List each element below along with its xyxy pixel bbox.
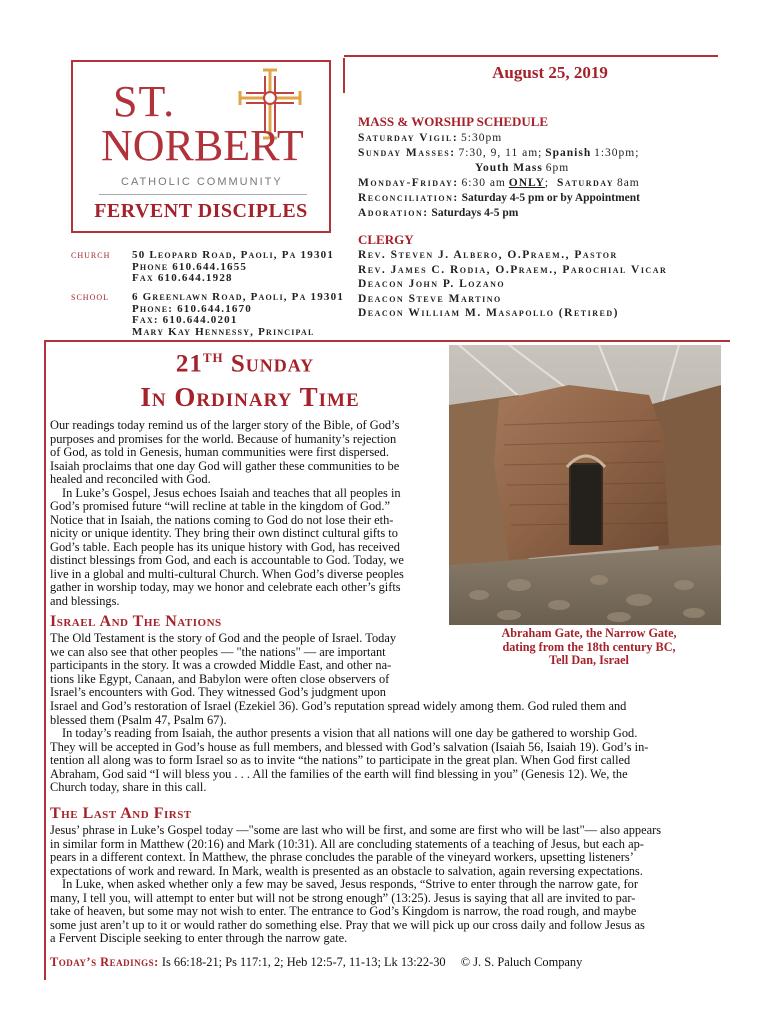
church-address: 50 Leopard Road, Paoli, Pa 19301 — [132, 249, 335, 261]
text-line: gather in worship today, may we honor and celebrate each other’s gifts — [50, 580, 401, 594]
logo-tagline: FERVENT DISCIPLES — [94, 200, 308, 222]
text-line: and blessings. — [50, 593, 120, 608]
text-line: Church today, share in this call. — [50, 780, 207, 794]
reconciliation-label: Reconciliation: — [358, 192, 459, 204]
text-line: Abraham, God said “I will bless you . . . All the families of the earth will find blessing in you” (Genesis 12). We, the — [50, 766, 628, 781]
text-line: Our readings today remind us of the larger story of the Bible, of God’s — [50, 418, 400, 432]
schedule-weekday: Monday-Friday: 6:30 am ONLY; Saturday 8am — [358, 177, 640, 189]
church-fax: Fax 610.644.1928 — [132, 272, 233, 284]
text-line: The Old Testament is the story of God and the people of Israel. Today — [50, 631, 397, 645]
section-heading-israel: Israel And The Nations — [50, 613, 222, 630]
text-line: take of heaven, but some may not wish to enter. The entrance to God’s Kingdom is narrow, the road rough, and maybe — [50, 904, 637, 918]
text-line: Israel’s encounters with God. They witnessed God’s judgment upon — [50, 685, 386, 699]
title-suffix: TH — [202, 350, 224, 365]
church-label: church — [71, 249, 111, 261]
text-line: In Luke’s Gospel, Jesus echoes Isaiah and teaches that all peoples in — [62, 485, 401, 500]
title-word: Sunday — [230, 350, 315, 378]
section-heading-last-first: The Last And First — [50, 805, 192, 822]
vigil-time: 5:30pm — [461, 132, 503, 144]
saturday-time: 8am — [616, 177, 640, 189]
school-address: 6 Greenlawn Road, Paoli, Pa 19301 — [132, 291, 345, 303]
spanish-time: 1:30pm; — [594, 147, 640, 159]
photo-caption — [470, 627, 708, 668]
text-line: purposes and promises for the world. Because of humanity’s rejection — [50, 431, 397, 446]
text-line: a Fervent Disciple seeking to enter through the narrow gate. — [50, 931, 348, 945]
reconciliation-value: Saturday 4-5 pm or by Appointment — [461, 192, 640, 204]
adoration-label: Adoration: — [358, 207, 429, 219]
text-line: expectations of work and reward. In Mark, wealth is presented as an obstacle to salvation, again reversing expectations. — [50, 863, 643, 878]
clergy-member: Deacon John P. Lozano — [358, 278, 506, 290]
logo-divider — [99, 194, 307, 195]
clergy-member: Rev. James C. Rodia, O.Praem., Parochial Vicar — [358, 263, 668, 276]
parish-logo — [71, 60, 331, 233]
text-line: blessed them (Psalm 47, Psalm 67). — [50, 712, 227, 727]
schedule-adoration — [358, 207, 518, 219]
title-number: 21 — [175, 350, 203, 378]
clergy-member: Deacon Steve Martino — [358, 292, 502, 305]
article-title-line1 — [95, 350, 395, 378]
vigil-label: Saturday Vigil: — [358, 132, 459, 144]
text-line: Jesus’ phrase in Luke’s Gospel today —"some are last who will be first, and some are first who will be last"— also appears — [50, 823, 662, 837]
text-line: in similar form in Matthew (20:16) and Mark (10:31). All are concluding statements of a teaching of Jesus, but each ap- — [50, 836, 644, 851]
sunday-label: Sunday Masses: — [358, 147, 456, 159]
weekday-label: Monday-Friday: — [358, 177, 459, 189]
date-box-top-rule — [344, 55, 718, 57]
text-line: Notice that in Isaiah, the nations coming to God do not lose their eth- — [50, 512, 394, 527]
text-line: live in a global and multi-cultural Church. When God’s diverse peoples — [50, 566, 404, 581]
intro-paragraph — [50, 419, 448, 608]
text-line: tions like Egypt, Canaan, and Babylon were often close observers of — [50, 671, 390, 686]
spanish-label: Spanish — [545, 147, 592, 159]
school-phone: Phone: 610.644.1670 — [132, 302, 252, 315]
abraham-gate-photo — [449, 345, 721, 625]
logo-norbert: NORBERT — [101, 121, 304, 170]
schedule-youth — [475, 162, 569, 174]
youth-label: Youth Mass — [475, 162, 543, 174]
section-israel-body — [50, 700, 725, 795]
text-line: nicity or unique identity. They bring their own distinct cultural gifts to — [50, 526, 398, 540]
text-line: tention all along was to form Israel so as to invite “the nations” to participate in the great plan. When God first called — [50, 753, 631, 767]
text-line: In today’s reading from Isaiah, the author presents a vision that all nations will one day be gathered to worship God. — [62, 726, 638, 740]
text-line: pears in a different context. In Matthew, the phrase concludes the parable of the vineyard workers, upsetting listeners’ — [50, 850, 634, 864]
clergy-member: Rev. Steven J. Albero, O.Praem., Pastor — [358, 249, 618, 261]
text-line: In Luke, when asked whether only a few may be saved, Jesus responds, “Strive to enter through the narrow gate, for — [62, 877, 638, 891]
readings-label: Today’s Readings: — [50, 955, 159, 969]
text-line: we can also see that other peoples — "the nations" — are important — [50, 644, 386, 659]
bulletin-date: August 25, 2019 — [492, 63, 608, 82]
copyright: © J. S. Paluch Company — [460, 955, 583, 969]
text-line: Israel and God’s restoration of Israel (Ezekiel 36). God’s reputation spread widely among them. God ruled them and — [50, 699, 627, 713]
clergy-heading: CLERGY — [358, 232, 414, 247]
text-line: God’s table. Each people has its unique history with God, has received — [50, 539, 400, 554]
weekday-only: ONLY — [508, 177, 545, 189]
schedule-heading: MASS & WORSHIP SCHEDULE — [358, 114, 549, 129]
text-line: participants in the story. It was a crowded Middle East, and other na- — [50, 658, 392, 672]
section-last-first-body — [50, 824, 730, 946]
weekday-time: 6:30 am — [461, 177, 506, 189]
readings-value: Is 66:18-21; Ps 117:1, 2; Heb 12:5-7, 11-13; Lk 13:22-30 — [161, 955, 446, 969]
text-line: They will be accepted in God’s house as full members, and blessed with God’s salvation (Isaiah 56, Isaiah 19). God’s in- — [50, 739, 649, 754]
saturday-label: Saturday — [557, 177, 615, 189]
text-line: some just aren’t up to it or would rather do something else. Pray that we will pick up our cross daily and follow Jesus as — [50, 917, 645, 932]
text-line: distinct blessings from God, and each is accountable to God. Today, we — [50, 553, 404, 567]
photo-image — [449, 345, 721, 625]
logo-st: ST. — [113, 77, 176, 126]
schedule-reconciliation — [358, 192, 640, 204]
text-line: healed and reconciled with God. — [50, 472, 211, 486]
schedule-vigil — [358, 132, 502, 144]
text-line: God’s promised future “will recline at table in the kingdom of God.” — [50, 499, 390, 513]
text-line: many, I tell you, will attempt to enter but will not be strong enough” (13:25). Jesus is saying that all are invited to par- — [50, 890, 636, 905]
church-phone: Phone 610.644.1655 — [132, 260, 248, 273]
text-line: of God, as told in Genesis, human communities were first dispersed. — [50, 445, 389, 459]
youth-time: 6pm — [545, 162, 570, 174]
logo-community: CATHOLIC COMMUNITY — [121, 176, 283, 188]
school-fax: Fax: 610.644.0201 — [132, 314, 238, 326]
todays-readings — [50, 955, 582, 970]
caption-line: Abraham Gate, the Narrow Gate, — [501, 626, 677, 640]
article-title-line2: In Ordinary Time — [140, 382, 360, 412]
clergy-list — [358, 248, 667, 321]
text-line: Isaiah proclaims that one day God will gather these communities to be — [50, 458, 400, 473]
church-address-block — [71, 250, 351, 290]
section-israel-narrow — [50, 632, 460, 700]
caption-line: dating from the 18th century BC, — [502, 639, 676, 654]
clergy-member: Deacon William M. Masapollo (Retired) — [358, 307, 619, 319]
adoration-value: Saturdays 4-5 pm — [431, 207, 519, 219]
caption-line: Tell Dan, Israel — [549, 653, 629, 667]
sunday-times: 7:30, 9, 11 am; — [458, 147, 543, 159]
school-address-block — [71, 292, 351, 340]
schedule-sunday — [358, 147, 639, 159]
school-principal: Mary Kay Hennessy, Principal — [132, 325, 315, 338]
school-label: school — [71, 291, 110, 303]
